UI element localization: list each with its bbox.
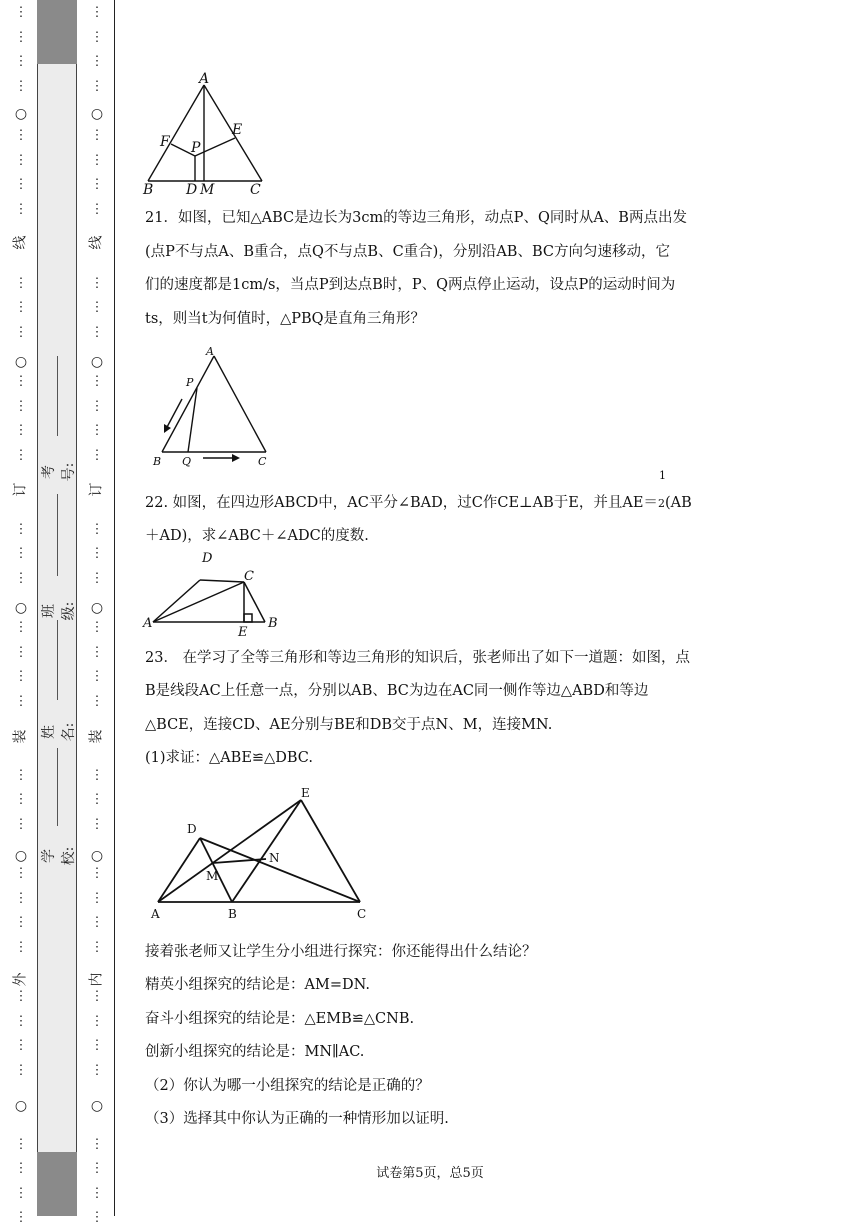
outer-margin-dot: ⋮ [14,521,28,537]
field-underline-class [57,494,58,576]
figure-q23 [140,780,380,925]
q23-line-2: B是线段AC上任意一点，分别以AB、BC为边在AC同一侧作等边△ABD和等边 [145,683,649,699]
figure-q21 [148,344,288,470]
fraction-numerator: 1 [658,469,666,482]
outer-margin-dot: ⋮ [14,792,28,808]
label-B: B [228,907,237,921]
label-A: A [206,345,214,358]
field-label-class: 班级: [41,601,77,621]
inner-margin-dot: ⋮ [90,1136,104,1152]
inner-margin-dot: ⋮ [90,1210,104,1225]
outer-margin-dot: ⋮ [14,989,28,1004]
q22-line-1-tail: (AB [664,495,692,511]
inner-margin-dot: ⋮ [90,29,104,45]
outer-margin-dot: ⋮ [14,939,28,955]
label-M: M [206,869,219,883]
inner-margin-word: 装 [88,729,105,744]
inner-margin-word: 线 [88,235,105,250]
label-D: D [187,822,197,836]
q23-line-1: 23． 在学习了全等三角形和等边三角形的知识后，张老师出了如下一道题：如图，点 [145,650,691,666]
inner-margin-dot: ⋮ [90,915,104,931]
inner-margin-dot: ⋮ [90,792,104,808]
inner-margin-dot: ⋮ [90,324,104,340]
inner-margin-dot: ⋮ [90,1062,104,1078]
inner-margin-dot: ⋮ [90,201,104,217]
label-C: C [258,455,267,468]
label-B: B [153,455,162,468]
outer-margin-dot: ⋮ [14,1210,28,1225]
outer-margin-dot: ⋮ [14,644,28,660]
q23-line-4: (1)求证：△ABE≌△DBC. [145,750,313,766]
inner-margin-dot: ⋮ [90,78,104,94]
outer-margin-dot: ⋮ [14,374,28,389]
outer-margin-dot: ⋮ [14,177,28,193]
inner-dotted-column [86,0,108,1225]
inner-margin-dot: ⋮ [90,300,104,316]
inner-margin-dot: ⋮ [90,177,104,193]
inner-margin-dot: ⋮ [90,546,104,562]
outer-margin-dot: ⋮ [14,1161,28,1177]
inner-margin-dot: ⋮ [90,816,104,832]
inner-margin-dot: ⋮ [90,374,104,389]
inner-margin-word: 订 [88,482,105,497]
outer-margin-circle: ○ [14,1098,28,1114]
outer-dotted-column [10,0,32,1225]
outer-margin-dot: ⋮ [14,546,28,562]
inner-margin-word: 内 [88,972,105,987]
outer-margin-dot: ⋮ [14,398,28,414]
inner-margin-dot: ⋮ [90,693,104,709]
outer-margin-dot: ⋮ [14,693,28,709]
inner-margin-circle: ○ [90,600,104,616]
q23-after-line-1: 接着张老师又让学生分小组进行探究：你还能得出什么结论？ [145,944,537,960]
inner-margin-dot: ⋮ [90,1013,104,1029]
fraction-half [657,469,666,521]
inner-margin-circle: ○ [90,848,104,864]
inner-margin-dot: ⋮ [90,570,104,586]
outer-margin-dot: ⋮ [14,447,28,463]
inner-margin-dot: ⋮ [90,152,104,168]
field-label-exam-no: 考号: [41,462,77,482]
inner-margin-dot: ⋮ [90,939,104,955]
label-A: A [151,907,160,921]
inner-margin-dot: ⋮ [90,989,104,1004]
q23-after-line-3: 奋斗小组探究的结论是：△EMB≌△CNB. [145,1011,415,1027]
label-C: C [250,182,261,196]
inner-margin-dot: ⋮ [90,447,104,463]
inner-margin-circle: ○ [90,106,104,122]
label-M: M [200,182,215,196]
outer-margin-dot: ⋮ [14,152,28,168]
fraction-denominator: 2 [657,497,665,510]
q23-after-line-6: （3）选择其中你认为正确的一种情形加以证明. [145,1111,449,1127]
label-E: E [232,122,243,138]
inner-margin-dot: ⋮ [90,521,104,537]
inner-margin-circle: ○ [90,354,104,370]
binding-strip-top-block [37,0,77,64]
inner-margin-dot: ⋮ [90,128,104,143]
outer-margin-dot: ⋮ [14,1062,28,1078]
q23-line-3: △BCE，连接CD、AE分别与BE和DB交于点N、M，连接MN. [145,717,553,733]
outer-margin-dot: ⋮ [14,324,28,340]
outer-margin-dot: ⋮ [14,275,28,291]
outer-margin-dot: ⋮ [14,423,28,439]
label-C: C [357,907,367,921]
outer-margin-word: 订 [12,482,29,497]
outer-margin-dot: ⋮ [14,669,28,685]
inner-margin-dot: ⋮ [90,890,104,906]
label-P: P [186,376,194,389]
q22-line-1-text: 22. 如图，在四边形ABCD中，AC平分∠BAD，过C作CE⊥AB于E，并且AE＝ [145,495,658,511]
outer-margin-dot: ⋮ [14,1136,28,1152]
outer-margin-circle: ○ [14,354,28,370]
label-E: E [301,786,310,800]
outer-margin-dot: ⋮ [14,1013,28,1029]
label-A: A [143,616,153,631]
outer-margin-dot: ⋮ [14,78,28,94]
q22-line-2: ＋AD)，求∠ABC＋∠ADC的度数. [145,528,369,544]
outer-margin-dot: ⋮ [14,890,28,906]
outer-margin-dot: ⋮ [14,570,28,586]
figure-q22 [140,548,290,638]
outer-margin-word: 外 [12,972,29,987]
field-label-school: 学校: [41,846,77,866]
outer-margin-dot: ⋮ [14,128,28,143]
q21-line-2: (点P不与点A、B重合，点Q不与点B、C重合)，分别沿AB、BC方向匀速移动，它 [145,244,670,260]
inner-margin-dot: ⋮ [90,275,104,291]
label-E: E [238,625,248,638]
label-B: B [143,182,154,196]
inner-margin-dot: ⋮ [90,423,104,439]
label-D: D [202,551,213,566]
outer-margin-dot: ⋮ [14,767,28,783]
q23-after-line-4: 创新小组探究的结论是：MN∥AC. [145,1044,365,1060]
outer-margin-dot: ⋮ [14,300,28,316]
outer-margin-dot: ⋮ [14,816,28,832]
q21-line-4: ts，则当t为何值时，△PBQ是直角三角形？ [145,311,426,327]
label-B: B [268,616,278,631]
label-N: N [269,851,280,865]
outer-margin-dot: ⋮ [14,866,28,881]
q23-after-line-2: 精英小组探究的结论是：AM=DN. [145,977,370,993]
field-label-name: 姓名: [41,722,77,742]
inner-margin-dot: ⋮ [90,866,104,881]
outer-margin-dot: ⋮ [14,54,28,70]
outer-margin-dot: ⋮ [14,29,28,45]
label-F: F [160,134,170,150]
inner-margin-dot: ⋮ [90,398,104,414]
inner-margin-dot: ⋮ [90,54,104,70]
outer-margin-dot: ⋮ [14,201,28,217]
binding-line [114,0,115,1216]
outer-margin-dot: ⋮ [14,915,28,931]
outer-margin-dot: ⋮ [14,620,28,635]
inner-margin-dot: ⋮ [90,5,104,20]
label-A: A [199,71,210,87]
label-Q: Q [182,455,192,468]
outer-margin-dot: ⋮ [14,5,28,20]
outer-margin-circle: ○ [14,106,28,122]
field-underline-school [57,748,58,826]
figure-q20 [140,70,280,196]
outer-margin-circle: ○ [14,848,28,864]
field-underline-name [57,620,58,700]
q23-after-line-5: （2）你认为哪一小组探究的结论是正确的？ [145,1078,430,1094]
page-footer: 试卷第5页，总5页 [376,1166,484,1181]
field-underline-exam-no [57,356,58,436]
outer-margin-dot: ⋮ [14,1185,28,1201]
label-D: D [186,182,198,196]
outer-margin-circle: ○ [14,600,28,616]
outer-margin-word: 装 [12,729,29,744]
q21-line-1: 21．如图，已知△ABC是边长为3cm的等边三角形，动点P、Q同时从A、B两点出发 [145,210,687,226]
inner-margin-dot: ⋮ [90,669,104,685]
inner-margin-dot: ⋮ [90,767,104,783]
q21-line-3: 们的速度都是1cm/s，当点P到达点B时，P、Q两点停止运动，设点P的运动时间为 [145,277,676,293]
inner-margin-dot: ⋮ [90,620,104,635]
inner-margin-dot: ⋮ [90,644,104,660]
inner-margin-dot: ⋮ [90,1038,104,1054]
inner-margin-dot: ⋮ [90,1161,104,1177]
inner-margin-dot: ⋮ [90,1185,104,1201]
outer-margin-dot: ⋮ [14,1038,28,1054]
inner-margin-circle: ○ [90,1098,104,1114]
outer-margin-word: 线 [12,235,29,250]
q22-line-1 [145,469,725,521]
label-C: C [244,569,254,584]
label-P: P [191,140,201,156]
